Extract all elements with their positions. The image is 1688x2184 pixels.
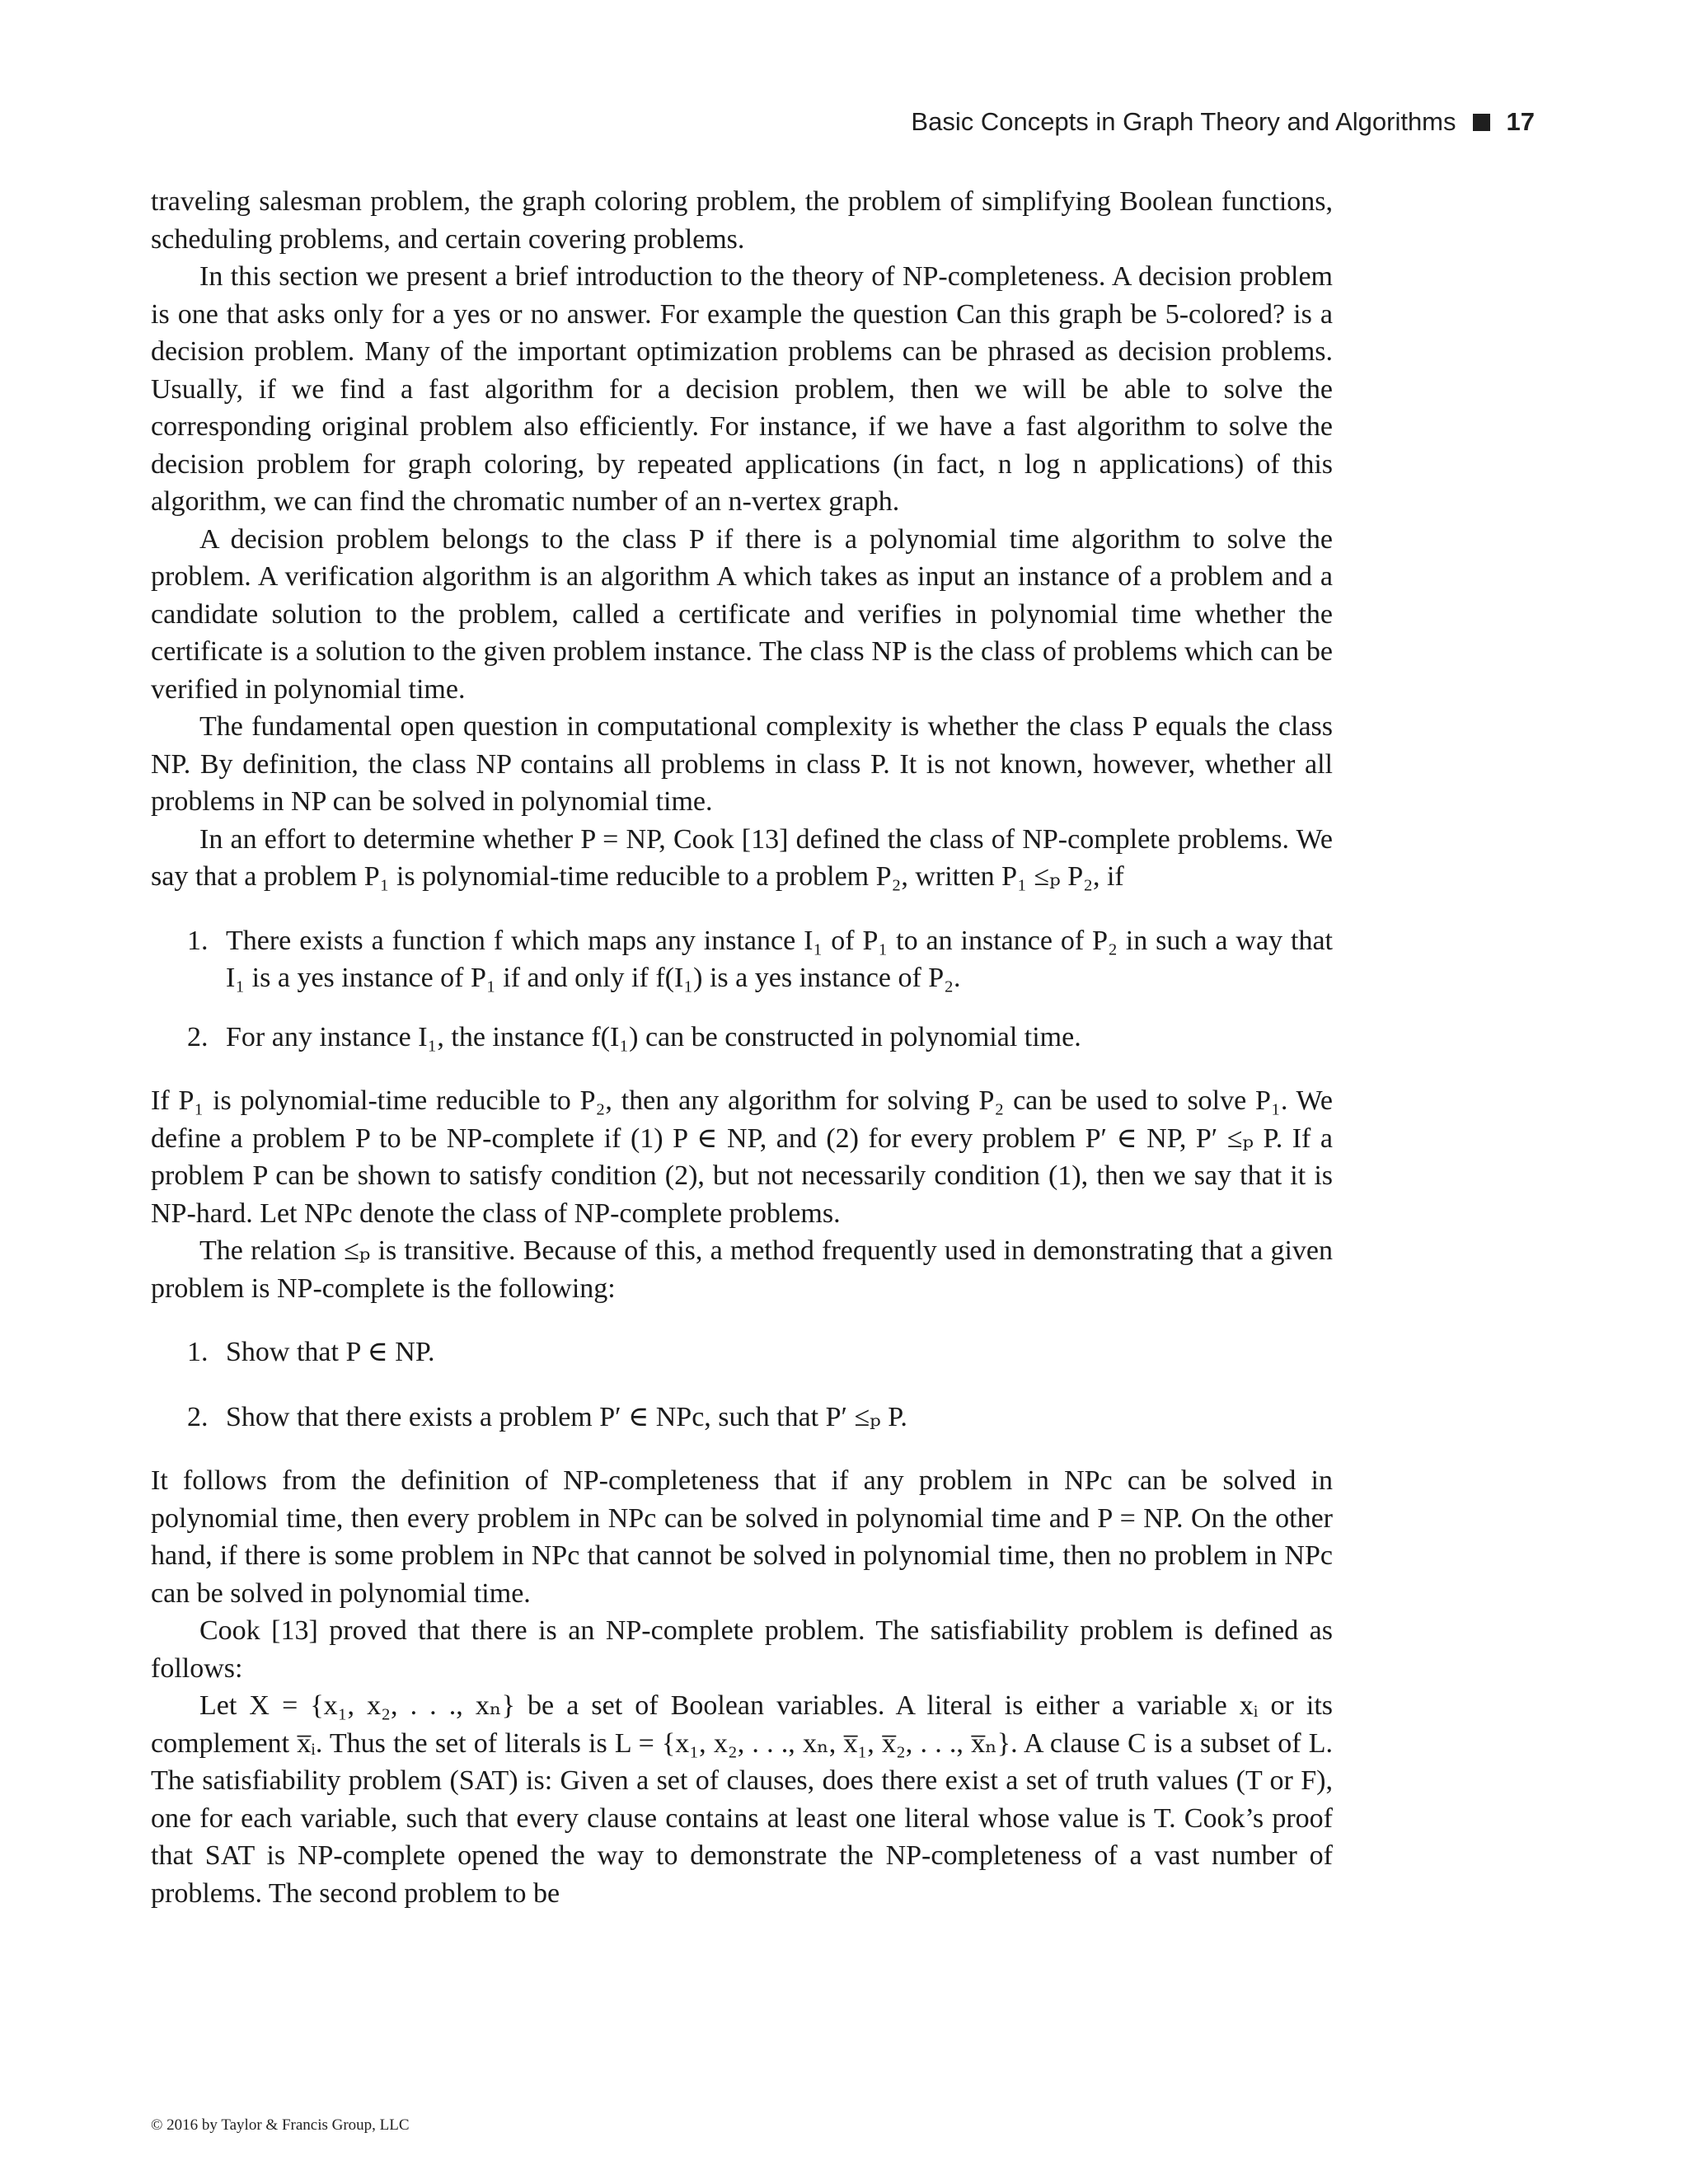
paragraph: The fundamental open question in computational complexity is whether the class P equals the class NP. By definition, the class NP contains all problems in class P. It is not known, however, whether all problems in NP can be solved in polynomial time.: [151, 711, 1333, 817]
paragraph: In this section we present a brief introduction to the theory of NP-completeness. A decision problem is one that asks only for a yes or no answer. For example the question Can this graph be 5-colored? is a decision problem. Many of the important optimization problems can be phrased as decision problems. Usually, if we find a fast algorithm for a decision problem, then we will be able to solve the corresponding original problem also efficiently. For instance, if we have a fast algorithm to solve the decision problem for graph coloring, by repeated applications (in fact, n log n applications) of this algorithm, we can find the chromatic number of an n-vertex graph.: [151, 261, 1333, 517]
running-title: Basic Concepts in Graph Theory and Algorithms: [911, 107, 1456, 136]
running-header: [495, 104, 1535, 140]
paragraph: Let X = {x₁, x₂, . . ., xₙ} be a set of Boolean variables. A literal is either a variable xᵢ or its complement x̅ᵢ. Thus the set of literals is L = {x₁, x₂, . . ., xₙ, x̅₁, x̅₂, . . ., x̅ₙ}. A clause C is a subset of L. The satisfiability problem (SAT) is: Given a set of clauses, does there exist a set of truth values (T or F), one for each variable, such that every clause contains at least one literal whose value is T. Cook’s proof that SAT is NP-complete opened the way to demonstrate the NP-completeness of a vast number of problems. The second problem to be: [151, 1690, 1333, 1909]
list-item: [151, 1399, 1333, 1436]
paragraph: In an effort to determine whether P = NP, Cook [13] defined the class of NP-complete problems. We say that a problem P₁ is polynomial-time reducible to a problem P₂, written P₁ ≤ₚ P₂, if: [151, 823, 1333, 892]
list-number: 1.: [187, 1337, 209, 1367]
list-item-text: Show that P ∈ NP.: [226, 1337, 435, 1367]
square-bullet-icon: [1473, 114, 1490, 131]
np-completeness-method-list: [151, 1333, 1333, 1436]
list-item: [151, 922, 1333, 997]
reduction-conditions-list: [151, 922, 1333, 1057]
paragraph: It follows from the definition of NP-completeness that if any problem in NPc can be solved in polynomial time, then every problem in NPc can be solved in polynomial time and P = NP. On the other hand, if there is some problem in NPc that cannot be solved in polynomial time, then no problem in NPc can be solved in polynomial time.: [151, 1465, 1333, 1609]
paragraph: If P₁ is polynomial-time reducible to P₂, then any algorithm for solving P₂ can be used to solve P₁. We define a problem P to be NP-complete if (1) P ∈ NP, and (2) for every problem P′ ∈ NP, P′ ≤ₚ P. If a problem P can be shown to satisfy condition (2), but not necessarily condition (1), then we say that it is NP-hard. Let NPc denote the class of NP-complete problems.: [151, 1085, 1333, 1229]
list-item: [151, 1333, 1333, 1371]
paragraph: The relation ≤ₚ is transitive. Because of this, a method frequently used in demonstrating that a given problem is NP-complete is the following:: [151, 1235, 1333, 1304]
list-number: 1.: [187, 925, 209, 956]
list-item-text: For any instance I₁, the instance f(I₁) can be constructed in polynomial time.: [226, 1021, 1081, 1052]
paragraph: Cook [13] proved that there is an NP-complete problem. The satisfiability problem is defined as follows:: [151, 1615, 1333, 1684]
list-number: 2.: [187, 1021, 209, 1052]
list-item: [151, 1019, 1333, 1057]
paragraph: traveling salesman problem, the graph coloring problem, the problem of simplifying Boolean functions, scheduling problems, and certain covering problems.: [151, 186, 1333, 255]
copyright-footer: © 2016 by Taylor & Francis Group, LLC: [151, 2116, 410, 2134]
list-item-text: Show that there exists a problem P′ ∈ NPc, such that P′ ≤ₚ P.: [226, 1401, 907, 1432]
list-item-text: There exists a function f which maps any instance I₁ of P₁ to an instance of P₂ in such a way that I₁ is a yes instance of P₁ if and only if f(I₁) is a yes instance of P₂.: [226, 925, 1333, 993]
paragraph: A decision problem belongs to the class P if there is a polynomial time algorithm to solve the problem. A verification algorithm is an algorithm A which takes as input an instance of a problem and a candidate solution to the problem, called a certificate and verifies in polynomial time whether the certificate is a solution to the given problem instance. The class NP is the class of problems which can be verified in polynomial time.: [151, 523, 1333, 705]
body-text: [151, 183, 1333, 1912]
list-number: 2.: [187, 1401, 209, 1432]
page-number: 17: [1506, 107, 1535, 136]
